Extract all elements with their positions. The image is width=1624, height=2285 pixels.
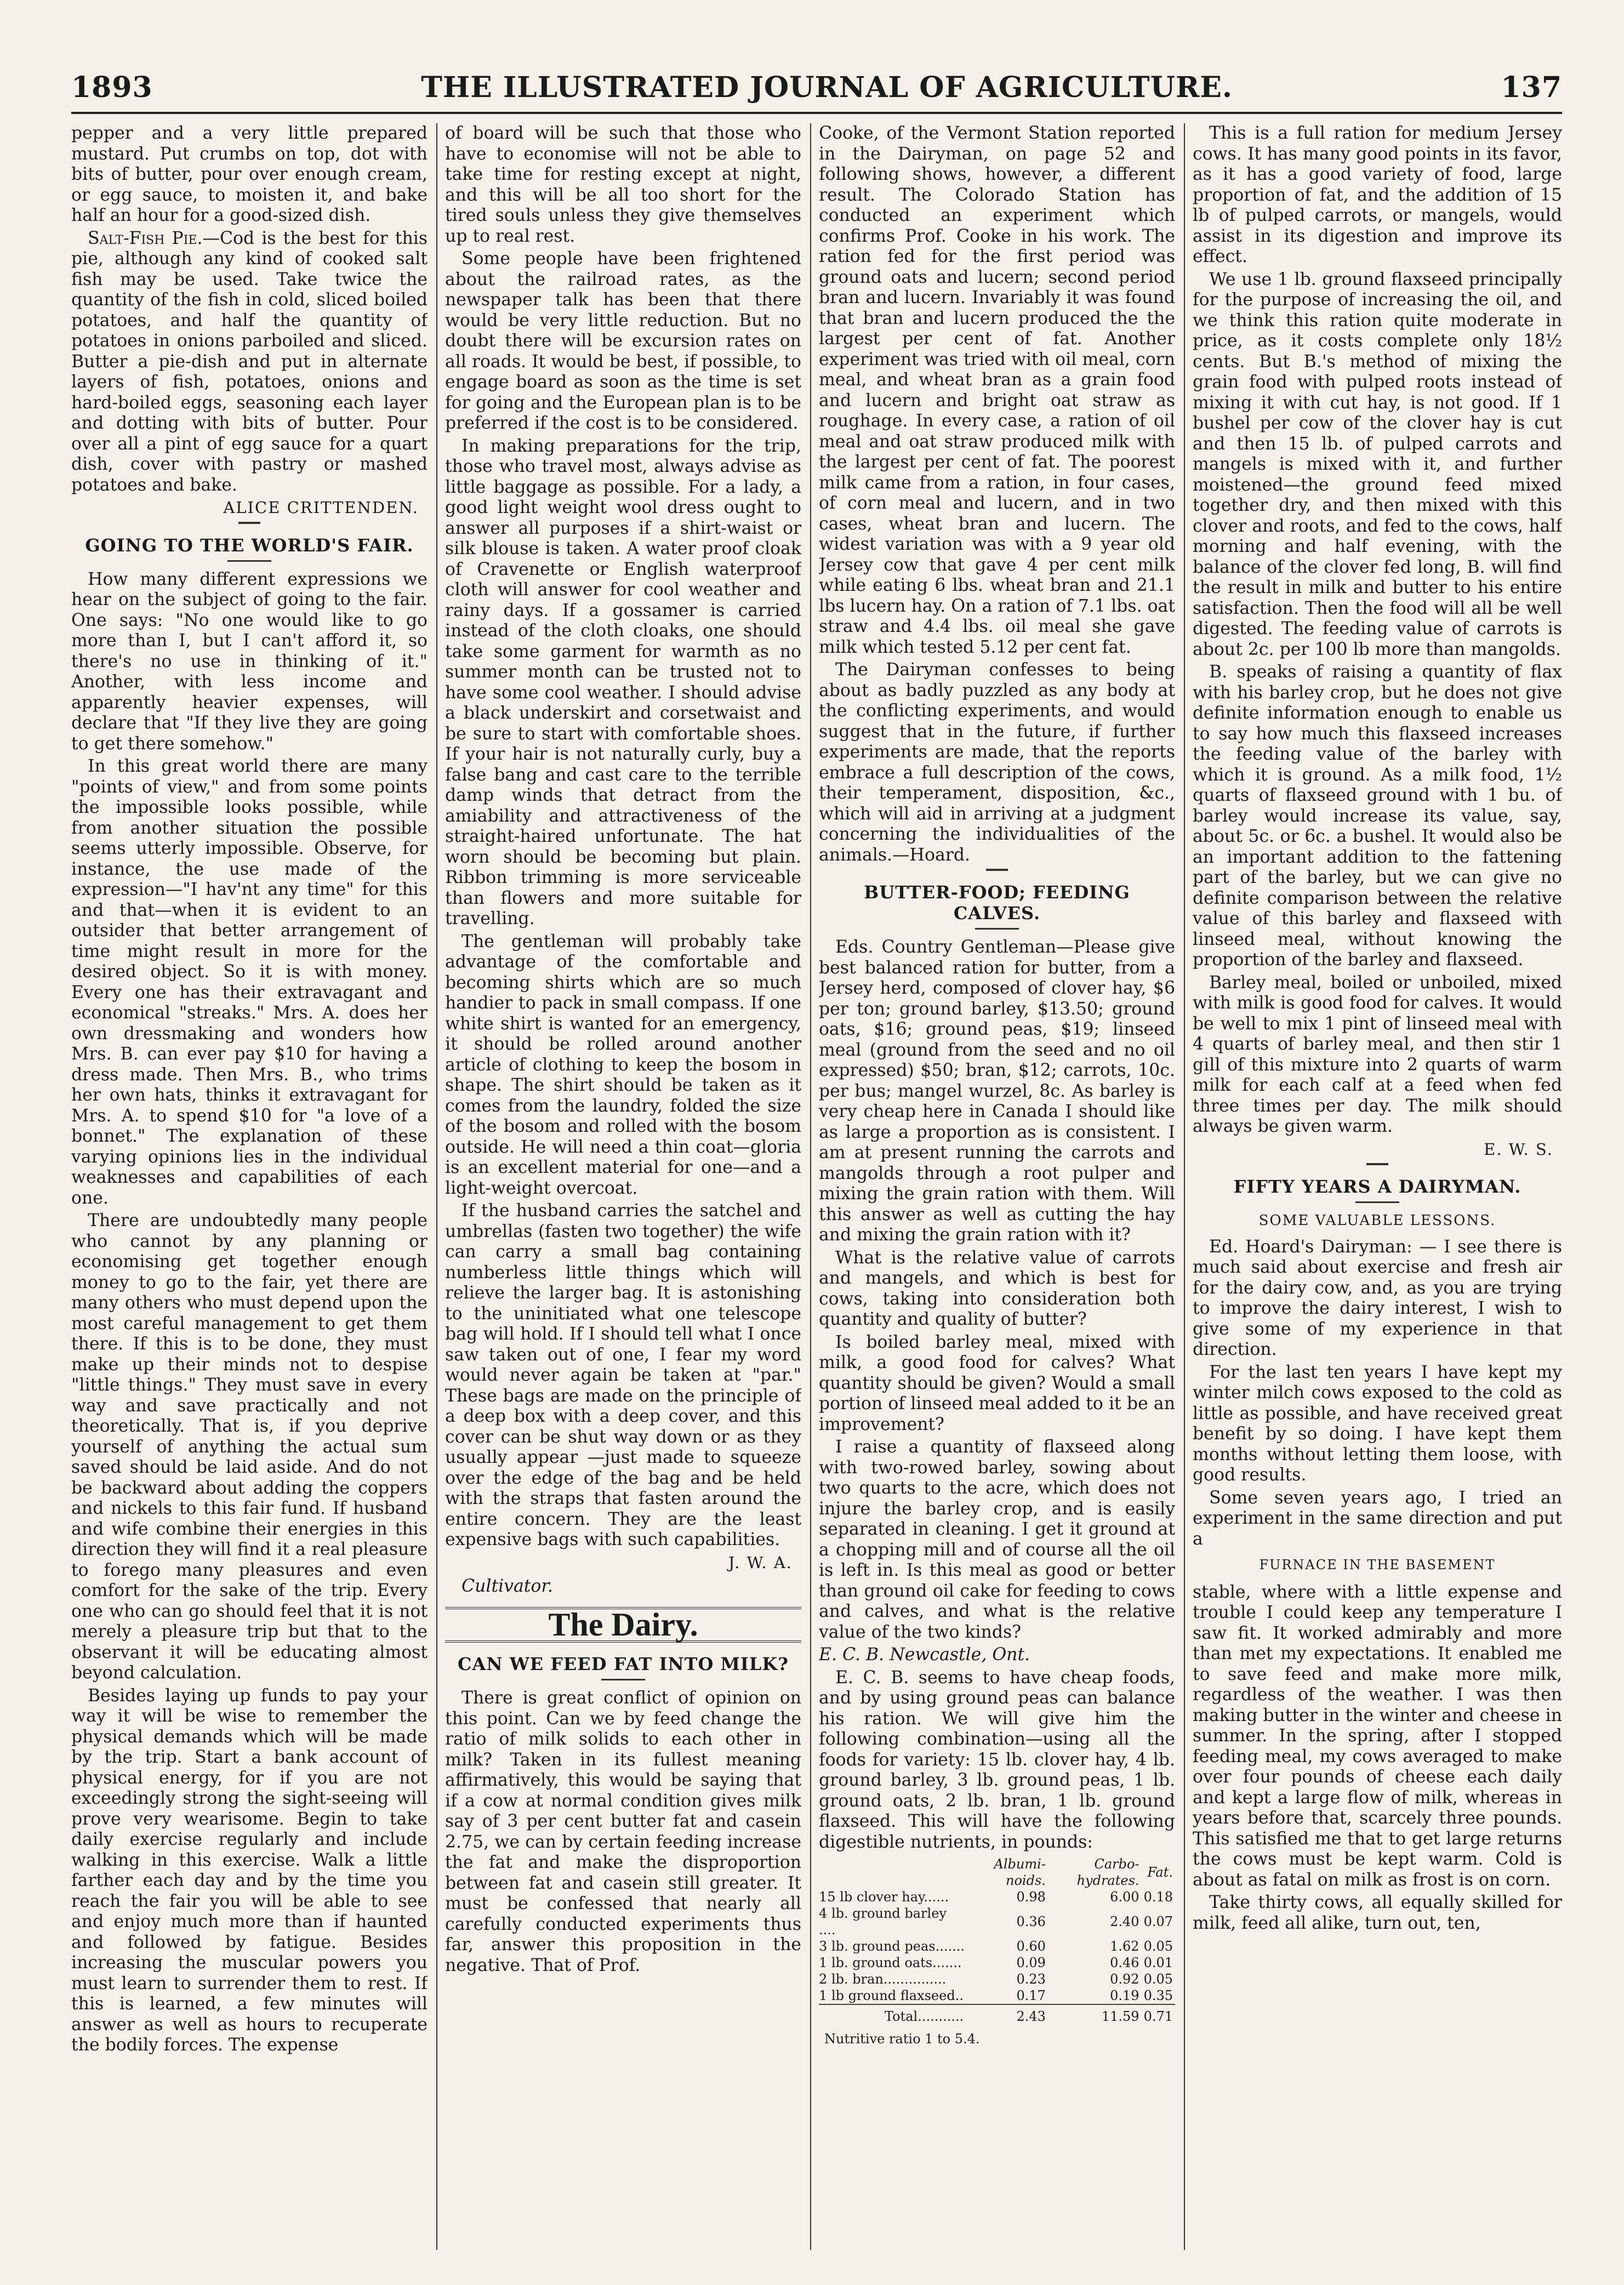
table-cell: 0.71 bbox=[1142, 2004, 1175, 2025]
column-3 bbox=[819, 123, 1175, 2255]
article-paragraph: Some seven years ago, I tried an experiment in the same direction and put a bbox=[1193, 1488, 1562, 1549]
saltfish-body: —Cod is the best for this pie, although any kind of cooked salt fish may be used. Take twice the quantity of the fish in cold, sliced boiled potatoes, and half the quantity of potatoes in onions parboiled and sliced. Butter a pie-dish and put in alternate layers of fish, potatoes, onions and hard-boiled eggs, seasoning each layer and dotting with bits of butter. Pour over all a pint of egg sauce for a quart dish, cover with pastry or mashed potatoes and bake. bbox=[71, 228, 428, 495]
article-paragraph: Is boiled barley meal, mixed with milk, a good food for calves? What quantity should be given? Would a small portion of linseed meal added to it be an improvement? bbox=[819, 1332, 1175, 1434]
column-2 bbox=[445, 123, 801, 2255]
table-header-cell bbox=[819, 1856, 968, 1889]
table-cell: 0.46 bbox=[1110, 1955, 1139, 1970]
table-cell: 0.92 bbox=[1110, 1971, 1139, 1987]
table-row bbox=[819, 1954, 1175, 1971]
article-paragraph: Take thirty cows, all equally skilled for milk, feed all alike, turn out, ten, bbox=[1193, 1893, 1562, 1933]
column-4 bbox=[1193, 123, 1562, 2255]
article-paragraph: Cooke, of the Vermont Station reported in the Dairyman, on page 52 and following shows, however, a different result. The Colorado Station has conducted an experiment which confirms Prof. Cooke in his work. The ration fed for the first period was ground oats and lucern; second period bran and lucern. Invariably it was found that bran and lucern produced the the largest per cent of fat. Another experiment was tried with oil meal, corn meal, and wheat bran as a grain food and lucern and bright oat straw as roughage. In every case, a ration of oil meal and oat straw produced milk with the largest per cent of fat. The poorest milk came from a ration, in four cases, of corn meal and lucern, and in two cases, wheat bran and lucern. The widest variation was with a 9 year old Jersey cow that gave 4 per cent milk while eating 6 lbs. wheat bran and 21.1 lbs lucern hay. On a ration of 7.1 lbs. oat straw and 4.4 lbs. oil meal she gave milk which tested 5.12 per cent fat. bbox=[819, 123, 1175, 657]
column-divider bbox=[810, 123, 811, 2250]
table-cell: 15 lb clover hay...... bbox=[819, 1889, 949, 1905]
article-paragraph: If the husband carries the satchel and umbrellas (fasten two together) the wife can carry a small bag containing numberless little things which will relieve the larger bag. It is astonishing to the uninitiated what one telescope bag will hold. If I should tell what I once saw taken out of one, I fear my word would never again be taken at "par." These bags are made on the principle of a deep box with a deep cover, and this cover can be shut way down or as they usually appear —just made to squeeze over the edge of the bag and be held with the straps that fasten around the entire concern. They are the least expensive bags with such capabilities. bbox=[445, 1201, 801, 1549]
article-paragraph: In this great world there are many "points of view," and from some points the impossible looks possible, while from another situation the possible seems utterly impossible. Observe, for instance, the use made of the expression—"I hav'nt any time" for this and that—when it is evident to an outsider that better arrangement of time might result in more for the desired object. So it is with money. Every one has their extravagant and economical "streaks." Mrs. A. does her own dressmaking and wonders how Mrs. B. can ever pay $10 for having a dress made. Then Mrs. B., who trims her own hats, thinks it extravagant for Mrs. A. to spend $10 for "a love of a bonnet." The explanation of these varying opinions lies in the individual weaknesses and capabilities of each one. bbox=[71, 756, 428, 1208]
saltfish-recipe bbox=[71, 229, 428, 496]
table-cell: Total........... bbox=[819, 2004, 968, 2025]
table-cell: 0.17 bbox=[1016, 1988, 1046, 2003]
section-divider bbox=[1366, 1163, 1388, 1165]
article-paragraph: How many different expressions we hear on the subject of going to the fair. One says: "No one would like to go more than I, but I can't afford it, so there's no use in thinking of it." Another, with less income and apparently heavier expenses, will declare that "If they live they are going to get there somehow." bbox=[71, 569, 428, 754]
article-paragraph: The gentleman will probably take advantage of the comfortable and becoming shirts which are so much handier to pack in small compass. If one white shirt is wanted for an emergency, it should be rolled around another article of clothing to keep the bosom in shape. The shirt should be taken as it comes from the laundry, folded the size of the bosom and rolled with the bosom outside. He will need a thin coat—gloria is an excellent material for one—and a light-weight overcoat. bbox=[445, 931, 801, 1198]
title-rule bbox=[601, 1679, 645, 1680]
article-paragraph: B. speaks of raising a quantity of flax with his barley crop, but he does not give definite information enough to enable us to say how much this flaxseed increases the feeding value of the barley with which it is ground. As a milk food, 1½ quarts of flaxseed ground with 1 bu. of barley would increase its value, say, about 5c. or 6c. a bushel. It would also be an important addition to the fattening part of the barley, but we can give no definite comparison between the relative value of this barley and flaxseed with linseed meal, without knowing the proportion of the barley and flaxseed. bbox=[1193, 662, 1562, 970]
table-cell: 4 lb. ground barley .... bbox=[819, 1906, 947, 1938]
saltfish-lead: Salt-Fish Pie. bbox=[88, 228, 203, 248]
title-rule bbox=[227, 560, 271, 562]
article-paragraph: We use 1 lb. ground flaxseed principally for the purpose of increasing the oil, and we think this ration quite moderate in price, as it costs complete only 18½ cents. But B.'s method of mixing the grain food with pulped roots instead of mixing it with cut hay, is not good. If 1 bushel per cow of the clover hay is cut and then 15 lb. of pulped carrots and mangels is mixed with it, and further moistened—the ground feed mixed together dry, and then mixed with this clover and roots, and fed to the cows, half morning and half evening, with the balance of the clover fed long, B. will find the result in milk and butter to his entire satisfaction. Then the food will all be well digested. The feeding value of carrots is about 2c. per 100 lb more than mangolds. bbox=[1193, 269, 1562, 659]
table-header-cell: Fat. bbox=[1147, 1865, 1173, 1880]
table-cell: 0.07 bbox=[1143, 1914, 1173, 1929]
section-heading: The Dairy. bbox=[445, 1607, 801, 1643]
article-paragraph: What is the relative value of carrots and mangels, and which is best for cows, taking into consideration both quantity and quality of butter? bbox=[819, 1247, 1175, 1329]
author-signature: ALICE CRITTENDEN. bbox=[223, 498, 419, 517]
table-cell: 2 lb. bran............... bbox=[819, 1971, 947, 1987]
table-row bbox=[819, 1905, 1175, 1938]
title-rule bbox=[1355, 1201, 1399, 1203]
header-year: 1893 bbox=[71, 71, 153, 104]
table-cell: 2.40 bbox=[1110, 1914, 1139, 1929]
table-row bbox=[819, 1889, 1175, 1905]
table-cell: 2.43 bbox=[968, 2004, 1048, 2025]
table-row bbox=[819, 1987, 1175, 2004]
article-paragraph: For the last ten years I have kept my winter milch cows exposed to the cold as little as possible, and have received great benefit by so doing. I have kept them months without letting them loose, with good results. bbox=[1193, 1362, 1562, 1485]
article-paragraph: of board will be such that those who have to economise will not be able to take time for resting except at night, and this will be all too short for the tired souls unless they give themselves up to real rest. bbox=[445, 123, 801, 246]
query-signature: E. C. B. Newcastle, Ont. bbox=[819, 1645, 1030, 1665]
table-cell: 0.35 bbox=[1143, 1988, 1173, 2003]
header-rule bbox=[71, 112, 1562, 114]
table-row bbox=[819, 1971, 1175, 1987]
article-paragraph: There are undoubtedly many people who cannot by any planning or economising get together enough money to go to the fair, yet there are many others who must depend upon the most careful management to get them there. If this is to be done, they must make up their minds not to despise "little things." They must save in every way and save practically and not theoretically. That is, if you deprive yourself of anything the actual sum saved should be laid aside. And do not be backward about adding the coppers and nickels to this fair fund. If husband and wife combine their energies in this direction they will find it a real pleasure to forego many pleasures and even comfort for the sake of the trip. Every one who can go should feel that it is not merely a pleasure trip but that to the observant it will be educating almost beyond calculation. bbox=[71, 1211, 428, 1683]
article-paragraph: I raise a quantity of flaxseed along with two-rowed barley, sowing about two quarts to the acre, which does not injure the barley crop, and is easily separated in cleaning. I get it ground at a chopping mill and of course all the oil is left in. Is this meal as good or better than ground oil cake for feeding to cows and calves, and what is the relative value of the two kinds? bbox=[819, 1437, 1175, 1642]
article-paragraph: Besides laying up funds to pay your way it will be wise to remember the physical demands which will be made by the trip. Start a bank account of physical energy, for if you are not exceedingly strong the sight-seeing will prove very wearisome. Begin to take daily exercise regularly and include walking in this exercise. Walk a little farther each day and by the time you reach the fair you will be able to see and enjoy much more than if haunted and followed by fatigue. Besides increasing the muscular powers you must learn to surrender them to rest. If this is learned, a few minutes will answer as well as hours to recuperate the bodily forces. The expense bbox=[71, 1685, 428, 2055]
article-title: FIFTY YEARS A DAIRYMAN. bbox=[1233, 1176, 1522, 1197]
recipe-continuation: pepper and a very little prepared mustard. Put crumbs on top, dot with bits of butter, pour over enough cream, or egg sauce, to moisten it, and bake half an hour for a good-sized dish. bbox=[71, 123, 428, 225]
article-paragraph: In making preparations for the trip, those who travel most, always advise as little baggage as possible. For a lady, a good light weight wool dress ought to answer all purposes if a shirt-waist or silk blouse is taken. A water proof cloak of Cravenette or English waterproof cloth will answer for cool weather and rainy days. If a gossamer is carried instead of the cloth cloaks, one should take some garment for warmth as no summer month can be trusted not to have some cool weather. I should advise a black underskirt and corsetwaist and be sure to start with comfortable shoes. If your hair is not naturally curly, buy a false bang and cast care to the terrible damp winds that detract from the amiability and attractiveness of the straight-haired unfortunate. The hat worn should be becoming but plain. Ribbon trimming is more serviceable than flowers and more suitable for travelling. bbox=[445, 436, 801, 928]
table-cell: 0.05 bbox=[1143, 1971, 1173, 1987]
title-rule bbox=[975, 928, 1019, 930]
table-cell: 11.59 bbox=[1048, 2004, 1142, 2025]
table-cell: 3 lb. ground peas....... bbox=[819, 1939, 965, 1954]
table-cell: 1 lb ground flaxseed.. bbox=[819, 1988, 964, 2003]
article-title: BUTTER-FOOD; FEEDING CALVES. bbox=[864, 882, 1130, 924]
article-paragraph: E. C. B. seems to have cheap foods, and by using ground peas can balance his ration. We will give him the following combination—using all the foods for variety: 15 lb. clover hay, 4 lb. ground barley, 3 lb. ground peas, 1 lb. ground oats, 2 lb. bran, 1 lb. ground flaxseed. This will have the following digestible nutrients, in pounds: bbox=[819, 1667, 1175, 1852]
article-title: CAN WE FEED FAT INTO MILK? bbox=[458, 1654, 789, 1674]
article-paragraph: Ed. Hoard's Dairyman: — I see there is much said about exercise and fresh air for the dairy cow, and, as you are trying to improve the dairy interest, I wish to give some of my experience in that direction. bbox=[1193, 1236, 1562, 1359]
author-initials: J. W. A. bbox=[728, 1553, 793, 1572]
author-initials: E. W. S. bbox=[1484, 1139, 1553, 1159]
nutrients-table bbox=[819, 1856, 1175, 2025]
article-paragraph: stable, where with a little expense and trouble I could keep any temperature I saw fit. It worked admirably and more than met my expectations. It enabled me to save feed and make more milk, regardless of the weather. I was then making butter in the winter and cheese in summer. In the spring, after I stopped feeding meal, my cows averaged to make over four pounds of cheese each daily and kept a large flow of milk, whereas in years before that, scarcely three pounds. This satisfied me that to get large returns the cows must be kept warm. Cold is about as fatal on milk as frost is on corn. bbox=[1193, 1582, 1562, 1890]
column-divider bbox=[1184, 123, 1185, 2250]
journal-title: THE ILLUSTRATED JOURNAL OF AGRICULTURE. bbox=[421, 71, 1233, 104]
table-cell: 0.36 bbox=[1016, 1914, 1046, 1929]
table-cell: 0.05 bbox=[1143, 1939, 1173, 1954]
inline-subheading: FURNACE IN THE BASEMENT bbox=[1259, 1557, 1496, 1572]
article-paragraph: Some people have been frightened about the railroad rates, as the newspaper talk has been that there would be very little reduction. But no doubt there will be excursion rates on all roads. It would be best, if possible, to engage board as soon as the time is set for going and the European plan is to be preferred if the cost is to be considered. bbox=[445, 249, 801, 433]
table-cell: 6.00 bbox=[1110, 1889, 1139, 1905]
table-cell: 1.62 bbox=[1110, 1939, 1139, 1954]
article-paragraph: There is great conflict of opinion on this point. Can we by feed change the ratio of milk solids to each other in milk? Taken in its fullest meaning affirmatively, this would be saying that if a cow at normal condition gives milk say of 3 per cent butter fat and casein 2.75, we can by certain feeding increase the fat and make the disproportion between fat and casein still greater. It must be confessed that nearly all carefully conducted experiments thus far, answer this proposition in the negative. That of Prof. bbox=[445, 1688, 801, 1975]
table-cell: 0.98 bbox=[1016, 1889, 1046, 1905]
table-cell: 0.18 bbox=[1143, 1889, 1173, 1905]
table-cell: 1 lb. ground oats....... bbox=[819, 1955, 962, 1970]
table-cell: 0.23 bbox=[1016, 1971, 1046, 1987]
table-header-cell: Albumi-noids. bbox=[994, 1856, 1046, 1888]
article-title: GOING TO THE WORLD'S FAIR. bbox=[85, 534, 414, 556]
table-header-cell: Carbo-hydrates. bbox=[1076, 1856, 1139, 1888]
nutritive-ratio: Nutritive ratio 1 to 5.4. bbox=[824, 2031, 980, 2047]
table-header-row bbox=[819, 1856, 1175, 1889]
column-divider bbox=[436, 123, 437, 2250]
section-divider bbox=[238, 522, 260, 524]
column-1 bbox=[71, 123, 428, 2255]
article-paragraph: The Dairyman confesses to being about as badly puzzled as any body at the conflicting experiments, and would suggest that in the future, if further experiments are made, that the reports embrace a full description of the cows, their temperament, disposition, &c., which will aid in arriving at a judgment concerning the individualities of the animals.—Hoard. bbox=[819, 660, 1175, 865]
source-credit: Cultivator. bbox=[461, 1576, 554, 1596]
page-header bbox=[71, 60, 1562, 104]
article-paragraph: Eds. Country Gentleman—Please give best balanced ration for butter, from a Jersey herd, composed of clover hay, $6 per ton; ground barley, $13.50; ground oats, $16; ground peas, $19; linseed meal (ground from the seed and no oil expressed) $50; bran, $12; carrots, 10c. per bus; mangel wurzel, 8c. As barley is very cheap here in Canada I should like as large a proportion as is consistent. I am at present running the carrots and mangolds through a root pulper and mixing the grain ration with them. Will this answer as well as cutting the hay and mixing the grain ration with it? bbox=[819, 937, 1175, 1245]
table-row bbox=[819, 1938, 1175, 1954]
table-cell: 0.09 bbox=[1016, 1955, 1046, 1970]
page-number: 137 bbox=[1501, 71, 1562, 104]
table-cell: 0.01 bbox=[1143, 1955, 1173, 1970]
table-total-row bbox=[819, 2004, 1175, 2025]
table-cell: 0.19 bbox=[1110, 1988, 1139, 2003]
article-paragraph: Barley meal, boiled or unboiled, mixed with milk is good food for calves. It would be well to mix 1 pint of linseed meal with 4 quarts of barley meal, and then stir 1 gill of this mixture into 2 quarts of warm milk for each calf at a feed when fed three times per day. The milk should always be given warm. bbox=[1193, 972, 1562, 1136]
table-cell: 0.60 bbox=[1016, 1939, 1046, 1954]
section-divider bbox=[986, 869, 1008, 871]
article-paragraph: This is a full ration for medium Jersey cows. It has many good points in its favor, as it has a good variety of food, large proportion of fat, and the addition of 15 lb of pulped carrots, or mangels, would assist in its digestion and improve its effect. bbox=[1193, 123, 1562, 266]
article-subtitle: SOME VALUABLE LESSONS. bbox=[1258, 1212, 1496, 1229]
